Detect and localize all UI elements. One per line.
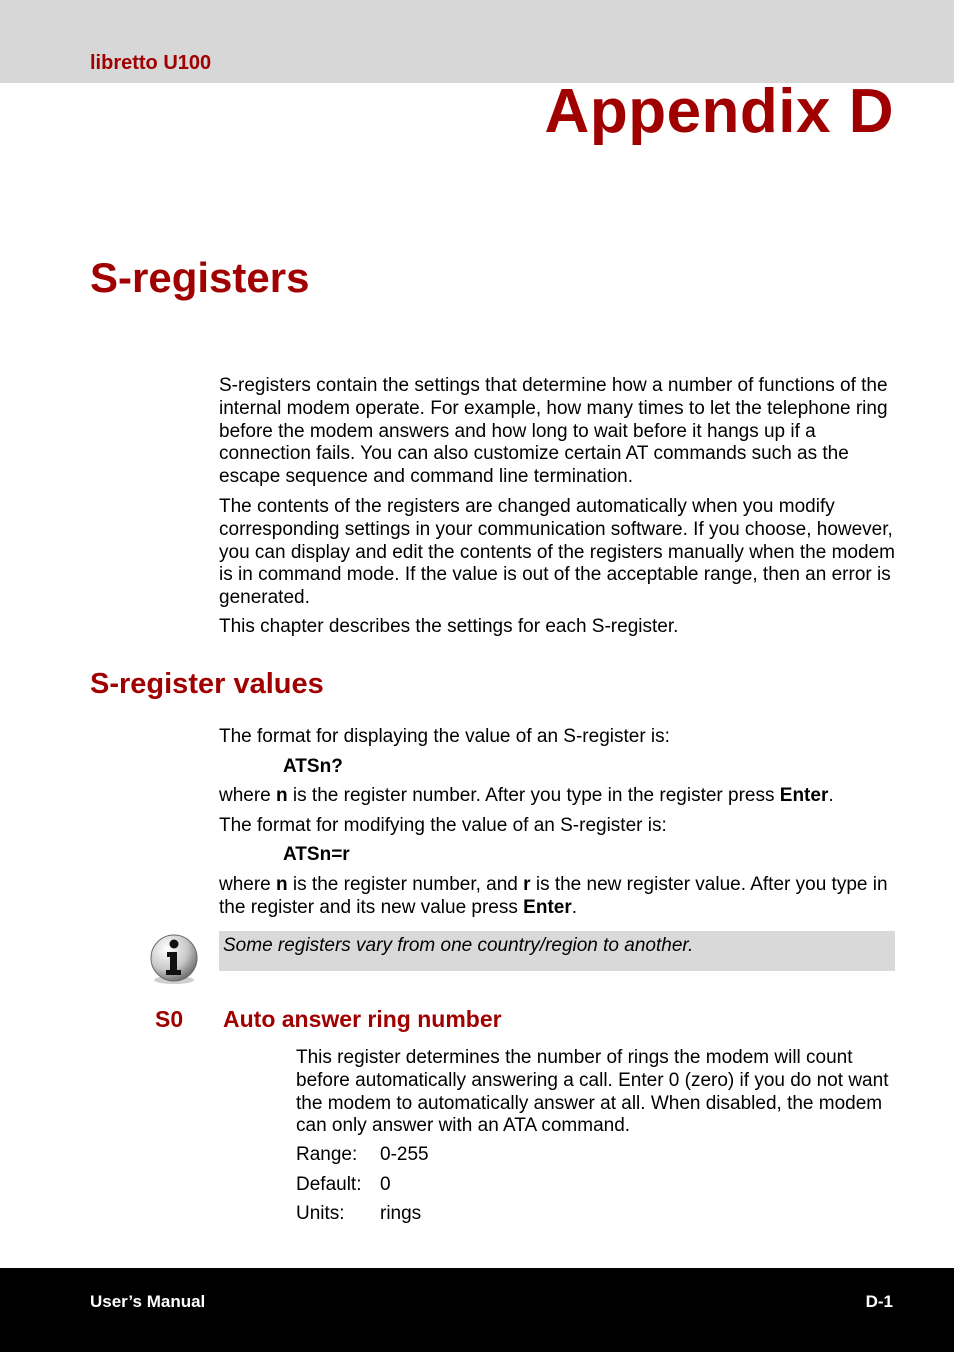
register-name: Auto answer ring number bbox=[223, 1006, 502, 1032]
range-value: 0-255 bbox=[380, 1144, 429, 1165]
intro-paragraph-2: The contents of the registers are changed automatically when you modify corresponding settings in your communication software. If you choose, however, you can display and edit the contents of the registers manually when the modem is in command mode. If the value is out of the acceptable range, then an error is generated. bbox=[219, 496, 895, 609]
page-number: D-1 bbox=[865, 1292, 893, 1311]
footer-manual-title: User’s Manual bbox=[90, 1292, 206, 1311]
where-paragraph-1: where n is the register number. After you type in the register press Enter. bbox=[219, 785, 834, 806]
display-command: ATSn? bbox=[283, 756, 343, 777]
units-value: rings bbox=[380, 1203, 422, 1224]
note-box bbox=[219, 931, 895, 971]
modify-command: ATSn=r bbox=[283, 844, 350, 865]
intro-paragraph-1: S-registers contain the settings that determine how a number of functions of the internal modem operate. For example, how many times to let the telephone ring before the modem answers and how long to wait before it hangs up if a connection fails. You can also customize certain AT commands such as the escape sequence and command line termination. bbox=[219, 375, 888, 488]
display-format-text: The format for displaying the value of an S-register is: bbox=[219, 726, 670, 747]
where-paragraph-2: where n is the register number, and r is the new register value. After you type in the register and its new value press Enter. bbox=[219, 874, 888, 918]
register-description: This register determines the number of rings the modem will count before automatically answering a call. Enter 0 (zero) if you do not want the modem to automatically answer at all. When disabled, the modem can only answer with an ATA command. bbox=[296, 1047, 889, 1137]
subsection-title: S-register values bbox=[90, 668, 324, 700]
modify-format-text: The format for modifying the value of an S-register is: bbox=[219, 815, 667, 836]
appendix-title: Appendix D bbox=[544, 77, 894, 146]
range-label: Range: bbox=[296, 1144, 358, 1165]
info-icon bbox=[148, 933, 200, 985]
register-number: S0 bbox=[155, 1006, 184, 1032]
intro-paragraph-3: This chapter describes the settings for each S-register. bbox=[219, 616, 679, 637]
section-title: S-registers bbox=[90, 254, 310, 301]
default-label: Default: bbox=[296, 1174, 362, 1195]
product-name: libretto U100 bbox=[90, 52, 212, 74]
units-label: Units: bbox=[296, 1203, 345, 1224]
note-text: Some registers vary from one country/region to another. bbox=[223, 935, 694, 956]
default-value: 0 bbox=[380, 1174, 391, 1195]
